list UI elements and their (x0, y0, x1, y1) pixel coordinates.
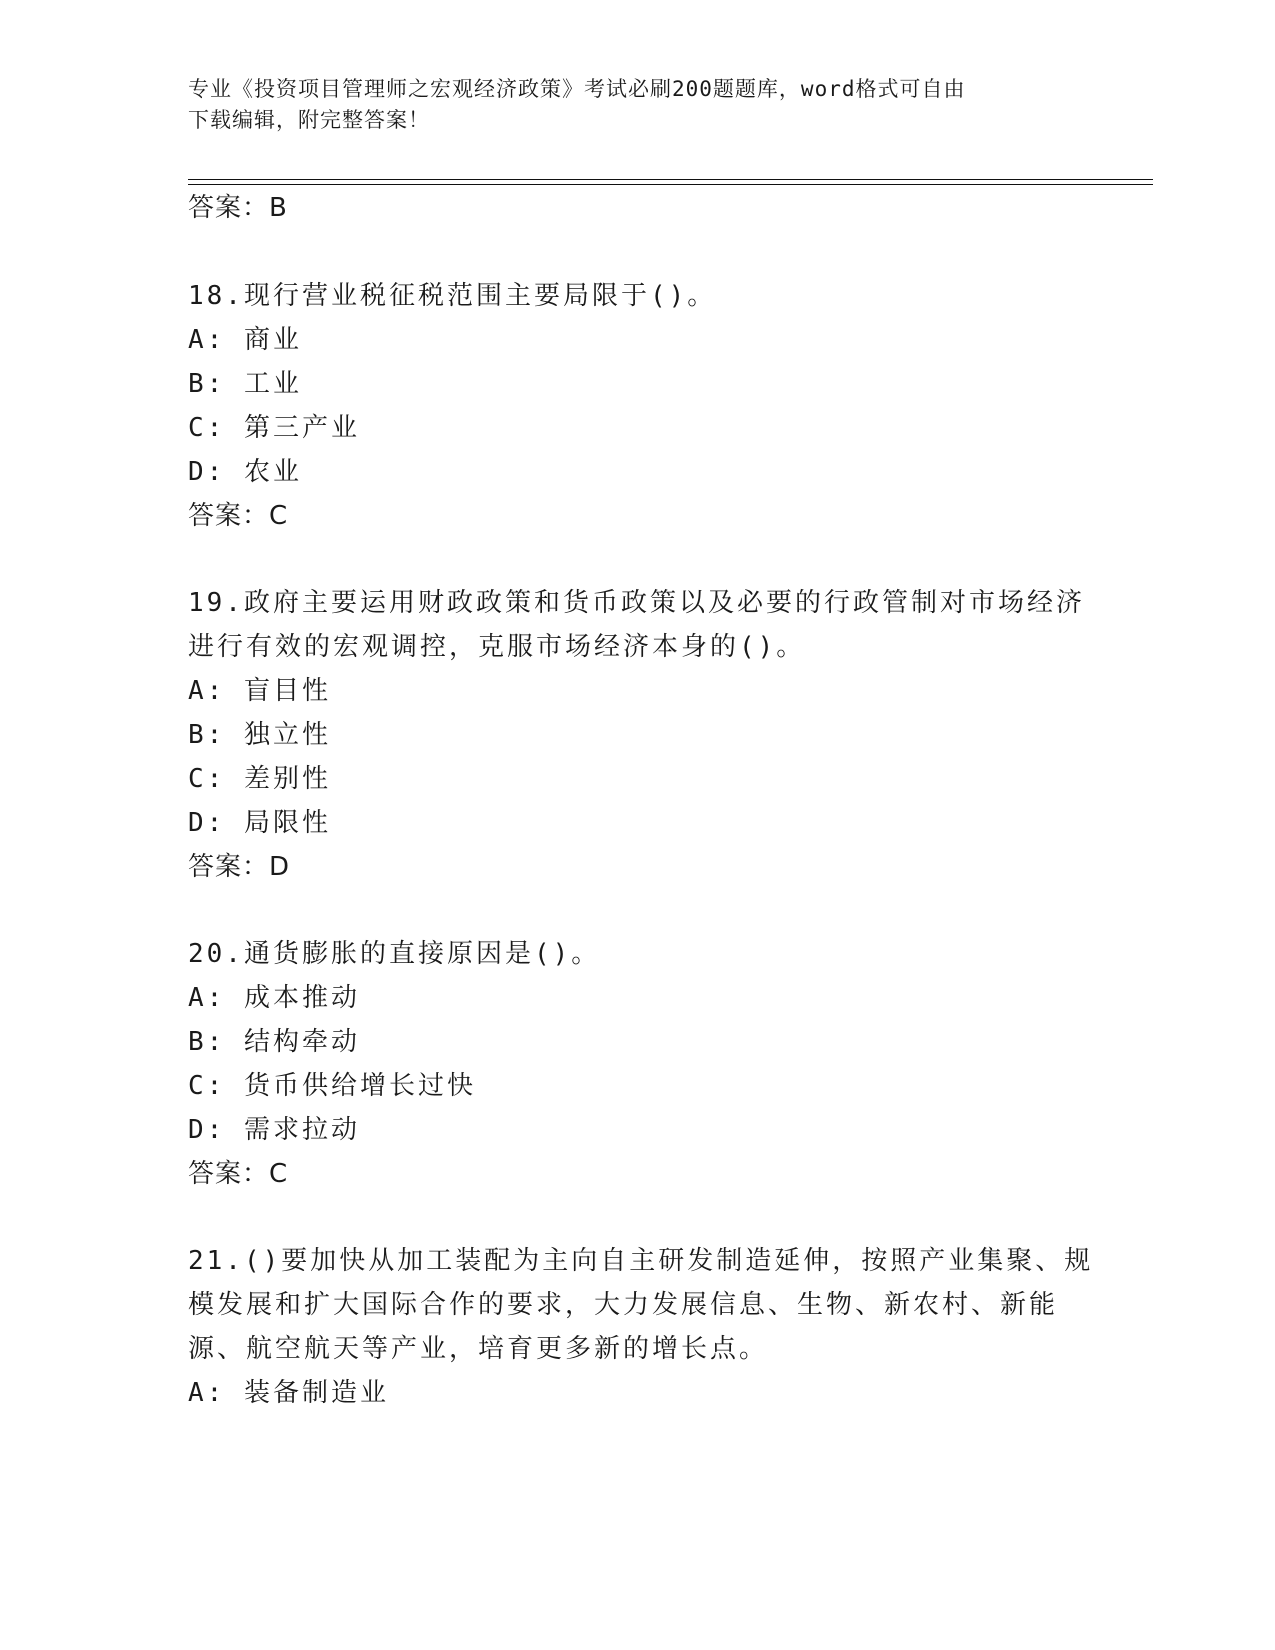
question-20-option-d: D: 需求拉动 (188, 1115, 360, 1145)
header-rule-top (188, 179, 1153, 180)
question-18-option-c: C: 第三产业 (188, 413, 360, 443)
header-rule-bottom (188, 184, 1153, 185)
question-18-option-b: B: 工业 (188, 369, 302, 399)
question-19-option-a: A: 盲目性 (188, 676, 331, 706)
header-line-2: 下载编辑，附完整答案！ (188, 108, 430, 132)
question-21-option-a: A: 装备制造业 (188, 1378, 389, 1408)
previous-answer: 答案：B (188, 193, 288, 223)
question-18-option-a: A: 商业 (188, 325, 302, 355)
question-20-text: 20.通货膨胀的直接原因是()。 (188, 939, 601, 969)
question-18-option-d: D: 农业 (188, 457, 302, 487)
question-20-answer: 答案：C (188, 1159, 289, 1189)
question-19-text-line-2: 进行有效的宏观调控，克服市场经济本身的()。 (188, 632, 806, 662)
question-21-text-line-1: 21.()要加快从加工装配为主向自主研发制造延伸，按照产业集聚、规 (188, 1246, 1094, 1276)
question-19-option-d: D: 局限性 (188, 808, 331, 838)
question-19-option-c: C: 差别性 (188, 764, 331, 794)
question-21-text-line-2: 模发展和扩大国际合作的要求，大力发展信息、生物、新农村、新能 (188, 1290, 1059, 1320)
question-19-option-b: B: 独立性 (188, 720, 331, 750)
question-18-answer: 答案：C (188, 501, 289, 531)
question-20-option-a: A: 成本推动 (188, 983, 360, 1013)
question-20-option-c: C: 货币供给增长过快 (188, 1071, 476, 1101)
question-20-option-b: B: 结构牵动 (188, 1027, 360, 1057)
document-header (188, 74, 1068, 136)
question-19-answer: 答案：D (188, 852, 291, 882)
header-line-1: 专业《投资项目管理师之宏观经济政策》考试必刷200题题库，word格式可自由 (188, 77, 966, 101)
question-18-text: 18.现行营业税征税范围主要局限于()。 (188, 281, 717, 311)
question-21-text-line-3: 源、航空航天等产业，培育更多新的增长点。 (188, 1334, 769, 1364)
question-19-text-line-1: 19.政府主要运用财政政策和货币政策以及必要的行政管制对市场经济 (188, 588, 1085, 618)
